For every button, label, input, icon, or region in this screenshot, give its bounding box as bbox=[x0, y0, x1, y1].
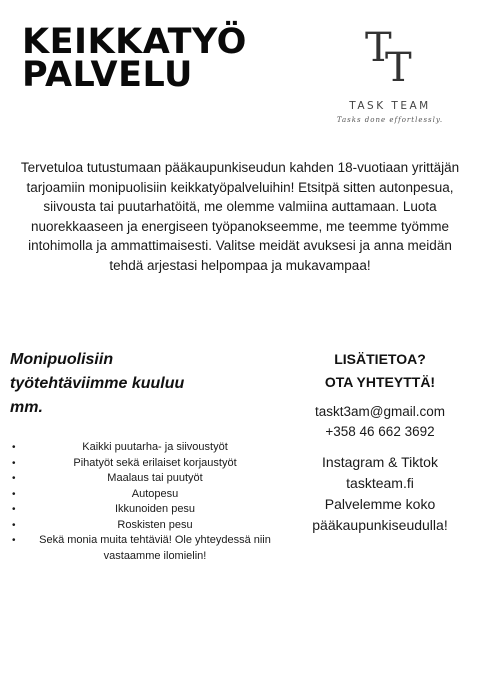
logo-name: TASK TEAM bbox=[349, 100, 431, 112]
service-label: Pihatyöt sekä erilaiset korjaustyöt bbox=[73, 456, 237, 469]
bullet-icon: • bbox=[12, 519, 16, 531]
tt-monogram bbox=[355, 26, 425, 92]
service-area-line: Palvelemme koko bbox=[324, 496, 436, 512]
list-item bbox=[14, 502, 284, 518]
list-item bbox=[14, 471, 284, 487]
email-address[interactable]: taskt3am@gmail.com bbox=[315, 404, 445, 419]
page-title bbox=[22, 22, 247, 95]
list-item bbox=[14, 518, 284, 534]
service-label: Roskisten pesu bbox=[117, 518, 193, 531]
bullet-icon: • bbox=[12, 442, 16, 453]
contact-heading bbox=[300, 348, 460, 394]
list-item bbox=[14, 487, 284, 503]
phone-number[interactable]: +358 46 662 3692 bbox=[325, 423, 435, 439]
bullet-icon: • bbox=[12, 473, 16, 484]
services-list bbox=[14, 440, 284, 564]
service-label: Kaikki puutarha- ja siivoustyöt bbox=[82, 441, 228, 453]
title-line-2: PALVELU bbox=[22, 55, 193, 95]
contact-heading-line: OTA YHTEYTTÄ! bbox=[324, 374, 436, 390]
title-line-1: KEIKKATYÖ bbox=[22, 22, 247, 62]
list-item bbox=[14, 456, 284, 472]
social-label: Instagram & Tiktok bbox=[322, 454, 438, 470]
list-item bbox=[14, 533, 284, 564]
service-label: Autopesu bbox=[131, 487, 179, 500]
social-info bbox=[285, 452, 475, 536]
bullet-icon: • bbox=[12, 488, 16, 500]
logo-tagline: Tasks done effortlessly. bbox=[336, 116, 444, 124]
bullet-icon: • bbox=[12, 457, 16, 469]
service-label: Sekä monia muita tehtäviä! Ole yhteydessä niin vastaamme ilomielin! bbox=[39, 534, 271, 562]
list-item bbox=[14, 440, 284, 456]
contact-details bbox=[290, 402, 470, 441]
services-heading-line: Monipuolisiin bbox=[10, 351, 114, 368]
services-heading-line: työtehtäviimme kuuluu bbox=[10, 375, 185, 392]
services-heading-line: mm. bbox=[10, 399, 43, 416]
task-team-logo bbox=[320, 26, 460, 124]
services-heading bbox=[10, 348, 220, 420]
intro-paragraph: Tervetuloa tutustumaan pääkaupunkiseudun kahden 18-vuotiaan yrittäjän tarjoamiin monipuolisiin keikkatyöpalveluihin! Etsitpä sitten autonpesua, siivousta tai puutarhatöitä, me olemme valmiina auttamaan. Luota nuorekkaaseen ja energiseen työpanokseemme, me teemme työmme intohimolla ja ammattimaisesti. Valitse meidät avuksesi ja anna meidän tehdä arjestasi helpompaa ja mukavampaa! bbox=[20, 160, 460, 273]
bullet-icon: • bbox=[12, 535, 16, 546]
website-link[interactable]: taskteam.fi bbox=[346, 475, 414, 491]
monogram-letter-1: T bbox=[365, 25, 392, 71]
monogram-letter-2: T bbox=[385, 45, 412, 91]
service-label: Ikkunoiden pesu bbox=[114, 503, 196, 515]
bullet-icon: • bbox=[12, 504, 16, 515]
service-label: Maalaus tai puutyöt bbox=[107, 472, 203, 484]
contact-heading-line: LISÄTIETOA? bbox=[334, 351, 426, 367]
service-area-line: pääkaupunkiseudulla! bbox=[312, 517, 448, 533]
